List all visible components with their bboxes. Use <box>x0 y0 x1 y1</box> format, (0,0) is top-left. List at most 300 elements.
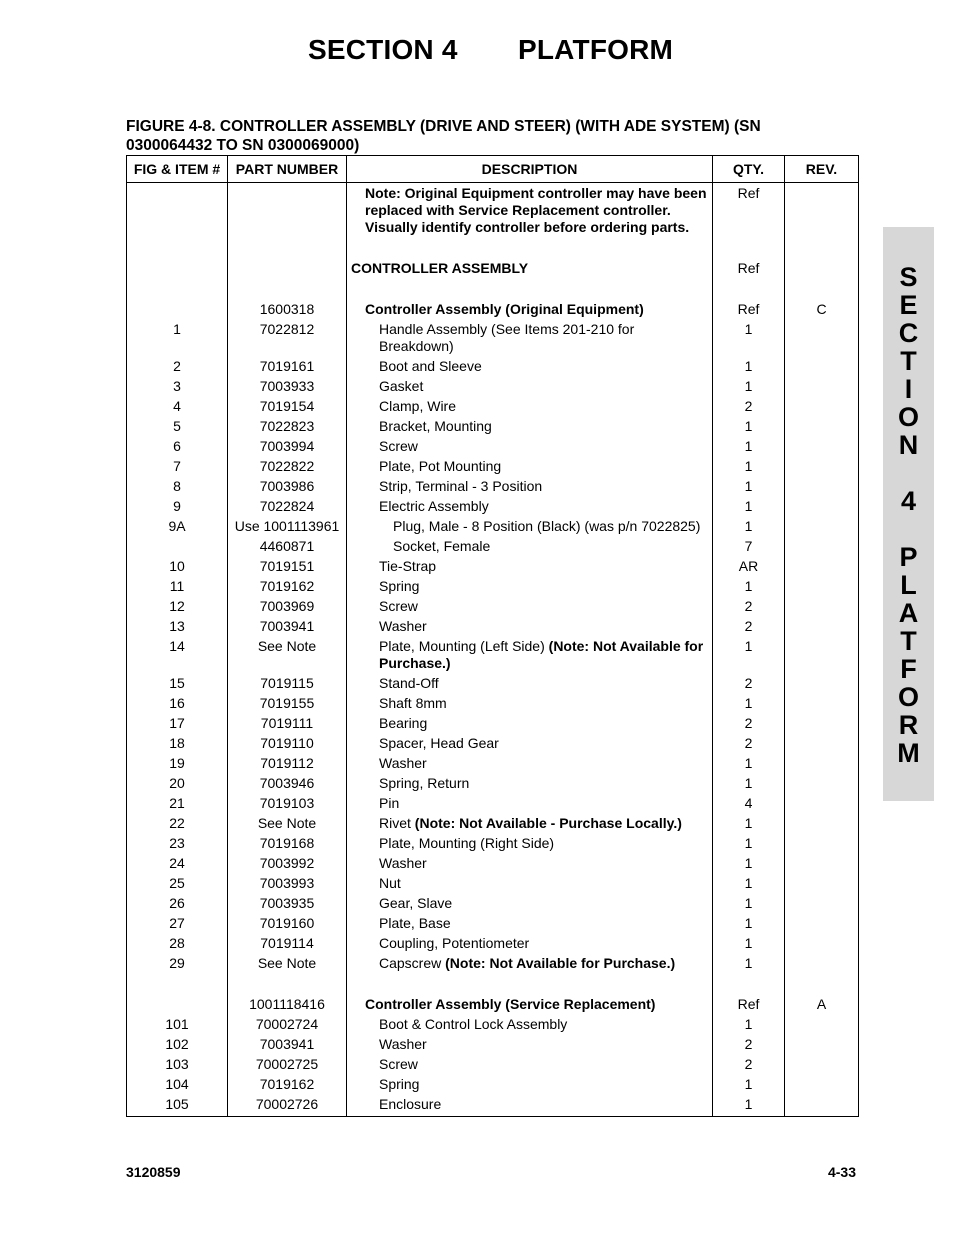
col-header-description: DESCRIPTION <box>347 156 713 183</box>
rev-cell <box>785 933 859 953</box>
qty-cell: 1 <box>713 319 785 356</box>
qty-cell: 2 <box>713 396 785 416</box>
description-text: Washer <box>379 755 427 771</box>
qty-cell: 1 <box>713 516 785 536</box>
item-number-cell: 17 <box>127 713 228 733</box>
spacer-row <box>127 973 859 994</box>
table-row <box>127 953 859 973</box>
table-row <box>127 436 859 456</box>
table-row <box>127 913 859 933</box>
rev-cell <box>785 376 859 396</box>
description-cell <box>347 813 713 833</box>
description-text: Controller Assembly (Service Replacement) <box>365 996 656 1012</box>
description-text: Spring, Return <box>379 775 470 791</box>
section-title: PLATFORM <box>518 34 674 65</box>
figure-caption: FIGURE 4-8. CONTROLLER ASSEMBLY (DRIVE AND STEER) (WITH ADE SYSTEM) (SN 0300064432 TO SN 0300069000) <box>126 118 761 154</box>
description-text: Washer <box>379 618 427 634</box>
description-cell <box>347 376 713 396</box>
part-number-cell: 7022812 <box>228 319 347 356</box>
table-row <box>127 693 859 713</box>
part-number-cell: 70002724 <box>228 1014 347 1034</box>
description-text: Spacer, Head Gear <box>379 735 499 751</box>
table-header-row <box>127 156 859 183</box>
description-note: (Note: Not Available for Purchase.) <box>445 955 676 971</box>
item-number-cell: 2 <box>127 356 228 376</box>
part-number-cell: See Note <box>228 953 347 973</box>
item-number-cell: 18 <box>127 733 228 753</box>
table-row <box>127 496 859 516</box>
part-number-cell: 7019115 <box>228 673 347 693</box>
description-cell <box>347 893 713 913</box>
rev-cell <box>785 753 859 773</box>
description-cell <box>347 713 713 733</box>
item-number-cell: 5 <box>127 416 228 436</box>
part-number-cell: 7019160 <box>228 913 347 933</box>
table-row <box>127 596 859 616</box>
qty-cell: 2 <box>713 733 785 753</box>
part-number-cell: See Note <box>228 636 347 673</box>
item-number-cell: 16 <box>127 693 228 713</box>
footer-page-number: 4-33 <box>827 1164 856 1180</box>
qty-cell: 1 <box>713 853 785 873</box>
qty-cell: 1 <box>713 416 785 436</box>
part-number-cell: 7019112 <box>228 753 347 773</box>
spacer-cell <box>228 237 347 258</box>
part-number-cell: 7003933 <box>228 376 347 396</box>
description-cell <box>347 556 713 576</box>
description-cell <box>347 576 713 596</box>
qty-cell: Ref <box>713 183 785 238</box>
rev-cell <box>785 436 859 456</box>
item-number-cell: 29 <box>127 953 228 973</box>
spacer-cell <box>228 973 347 994</box>
table-row <box>127 773 859 793</box>
rev-cell <box>785 913 859 933</box>
qty-cell: 1 <box>713 833 785 853</box>
qty-cell: 2 <box>713 596 785 616</box>
description-cell <box>347 833 713 853</box>
description-cell <box>347 1074 713 1094</box>
description-text: Note: Original Equipment controller may have been replaced with Service Replacement controller. Visually identify controller before ordering parts. <box>365 185 707 235</box>
description-cell <box>347 536 713 556</box>
parts-table <box>126 155 859 1117</box>
description-cell <box>347 183 713 238</box>
table-row <box>127 813 859 833</box>
description-cell <box>347 1094 713 1117</box>
item-number-cell: 7 <box>127 456 228 476</box>
part-number-cell: 7019168 <box>228 833 347 853</box>
rev-cell <box>785 853 859 873</box>
description-cell <box>347 933 713 953</box>
rev-cell <box>785 1074 859 1094</box>
description-text: Gear, Slave <box>379 895 453 911</box>
spacer-cell <box>228 278 347 299</box>
part-number-cell: 7022823 <box>228 416 347 436</box>
item-number-cell: 9A <box>127 516 228 536</box>
rev-cell <box>785 893 859 913</box>
rev-cell <box>785 576 859 596</box>
description-text: Plug, Male - 8 Position (Black) (was p/n 7022825) <box>393 518 701 534</box>
rev-cell <box>785 396 859 416</box>
description-cell <box>347 673 713 693</box>
qty-cell: 1 <box>713 753 785 773</box>
rev-cell <box>785 496 859 516</box>
item-number-cell: 9 <box>127 496 228 516</box>
side-tab-letter: 4 <box>900 486 917 516</box>
table-row <box>127 1074 859 1094</box>
qty-cell: 1 <box>713 693 785 713</box>
table-row <box>127 713 859 733</box>
table-row <box>127 476 859 496</box>
qty-cell: Ref <box>713 258 785 278</box>
side-tab-letter: E <box>899 290 918 320</box>
description-text: Plate, Mounting (Right Side) <box>379 835 555 851</box>
item-number-cell: 26 <box>127 893 228 913</box>
table-row <box>127 893 859 913</box>
item-number-cell: 8 <box>127 476 228 496</box>
part-number-cell: 4460871 <box>228 536 347 556</box>
rev-cell <box>785 1034 859 1054</box>
spacer-cell <box>785 278 859 299</box>
item-number-cell: 23 <box>127 833 228 853</box>
description-cell <box>347 636 713 673</box>
item-number-cell: 11 <box>127 576 228 596</box>
qty-cell: 1 <box>713 476 785 496</box>
description-cell <box>347 873 713 893</box>
spacer-cell <box>347 237 713 258</box>
rev-cell <box>785 773 859 793</box>
part-number-cell: 7003986 <box>228 476 347 496</box>
side-tab-letter: F <box>900 654 917 684</box>
part-number-cell: 7003935 <box>228 893 347 913</box>
table-row <box>127 456 859 476</box>
item-number-cell: 12 <box>127 596 228 616</box>
spacer-row <box>127 278 859 299</box>
spacer-cell <box>127 973 228 994</box>
description-text: Bearing <box>379 715 428 731</box>
part-number-cell: 7003993 <box>228 873 347 893</box>
rev-cell <box>785 516 859 536</box>
col-header-rev: REV. <box>785 156 859 183</box>
description-cell <box>347 516 713 536</box>
description-cell <box>347 773 713 793</box>
description-cell <box>347 396 713 416</box>
table-row <box>127 933 859 953</box>
side-tab-letter: A <box>898 598 919 628</box>
side-tab-letter: I <box>904 374 913 404</box>
qty-cell: 1 <box>713 913 785 933</box>
rev-cell <box>785 183 859 238</box>
spacer-cell <box>713 278 785 299</box>
rev-cell <box>785 673 859 693</box>
qty-cell: 2 <box>713 1034 785 1054</box>
part-number-cell: 7019154 <box>228 396 347 416</box>
qty-cell: AR <box>713 556 785 576</box>
description-note: (Note: Not Available - Purchase Locally.) <box>414 815 682 831</box>
item-number-cell: 25 <box>127 873 228 893</box>
rev-cell <box>785 258 859 278</box>
rev-cell <box>785 1094 859 1117</box>
item-number-cell: 101 <box>127 1014 228 1034</box>
description-text: Gasket <box>379 378 424 394</box>
item-number-cell: 10 <box>127 556 228 576</box>
qty-cell: 1 <box>713 576 785 596</box>
rev-cell <box>785 319 859 356</box>
table-row <box>127 833 859 853</box>
table-row <box>127 1034 859 1054</box>
table-row <box>127 733 859 753</box>
qty-cell: 1 <box>713 1014 785 1034</box>
description-text: Controller Assembly (Original Equipment) <box>365 301 644 317</box>
table-row <box>127 1014 859 1034</box>
spacer-cell <box>785 237 859 258</box>
rev-cell: A <box>785 994 859 1014</box>
qty-cell: 1 <box>713 496 785 516</box>
side-tab-letter: L <box>900 570 917 600</box>
rev-cell <box>785 1014 859 1034</box>
description-text: CONTROLLER ASSEMBLY <box>351 260 529 276</box>
side-tab-letter: P <box>899 542 918 572</box>
qty-cell: 2 <box>713 673 785 693</box>
item-number-cell: 22 <box>127 813 228 833</box>
part-number-cell: 7019151 <box>228 556 347 576</box>
part-number-cell: 7003941 <box>228 1034 347 1054</box>
part-number-cell: 7019161 <box>228 356 347 376</box>
rev-cell <box>785 833 859 853</box>
table-row <box>127 258 859 278</box>
description-text: Spring <box>379 578 420 594</box>
part-number-cell: 7019103 <box>228 793 347 813</box>
description-text: Shaft 8mm <box>379 695 447 711</box>
part-number-cell: 7019155 <box>228 693 347 713</box>
side-tab-letter: M <box>897 738 920 768</box>
rev-cell <box>785 356 859 376</box>
rev-cell: C <box>785 299 859 319</box>
col-header-item: FIG & ITEM # <box>127 156 228 183</box>
description-text: Screw <box>379 598 418 614</box>
qty-cell: 1 <box>713 636 785 673</box>
part-number-cell: 7003941 <box>228 616 347 636</box>
part-number-cell: 7019114 <box>228 933 347 953</box>
rev-cell <box>785 616 859 636</box>
description-text: Pin <box>379 795 400 811</box>
part-number-cell: 7019162 <box>228 576 347 596</box>
side-tab-letter <box>883 459 934 487</box>
part-number-cell: 7022822 <box>228 456 347 476</box>
qty-cell: 4 <box>713 793 785 813</box>
table-row <box>127 636 859 673</box>
rev-cell <box>785 596 859 616</box>
description-text: Tie-Strap <box>379 558 437 574</box>
item-number-cell: 21 <box>127 793 228 813</box>
description-text: Plate, Pot Mounting <box>379 458 502 474</box>
description-cell <box>347 733 713 753</box>
description-cell <box>347 356 713 376</box>
description-text: Washer <box>379 1036 427 1052</box>
description-cell <box>347 913 713 933</box>
item-number-cell <box>127 994 228 1014</box>
side-tab-letter: N <box>898 430 919 460</box>
rev-cell <box>785 476 859 496</box>
table-row <box>127 356 859 376</box>
qty-cell: 1 <box>713 873 785 893</box>
rev-cell <box>785 733 859 753</box>
item-number-cell: 27 <box>127 913 228 933</box>
part-number-cell: 70002726 <box>228 1094 347 1117</box>
description-cell <box>347 456 713 476</box>
spacer-cell <box>347 278 713 299</box>
side-tab-letter: O <box>897 682 919 712</box>
section-number: SECTION 4 <box>308 34 458 65</box>
table-row <box>127 319 859 356</box>
table-row <box>127 994 859 1014</box>
spacer-cell <box>713 237 785 258</box>
table-row <box>127 416 859 436</box>
qty-cell: 1 <box>713 1094 785 1117</box>
part-number-cell: 7003969 <box>228 596 347 616</box>
rev-cell <box>785 556 859 576</box>
side-tab-text <box>883 263 934 767</box>
table-row <box>127 576 859 596</box>
item-number-cell: 1 <box>127 319 228 356</box>
qty-cell: Ref <box>713 299 785 319</box>
table-row <box>127 376 859 396</box>
spacer-cell <box>713 973 785 994</box>
description-cell <box>347 258 713 278</box>
description-cell <box>347 853 713 873</box>
rev-cell <box>785 813 859 833</box>
table-row <box>127 616 859 636</box>
description-cell <box>347 496 713 516</box>
section-side-tab <box>883 227 934 801</box>
table-row <box>127 1054 859 1074</box>
item-number-cell: 6 <box>127 436 228 456</box>
side-tab-letter: S <box>899 262 918 292</box>
qty-cell: 1 <box>713 376 785 396</box>
item-number-cell: 20 <box>127 773 228 793</box>
description-cell <box>347 1054 713 1074</box>
page-header <box>0 34 954 70</box>
item-number-cell: 19 <box>127 753 228 773</box>
side-tab-letter <box>883 515 934 543</box>
part-number-cell <box>228 183 347 238</box>
description-cell <box>347 319 713 356</box>
description-text: Handle Assembly (See Items 201-210 for Breakdown) <box>379 321 635 354</box>
item-number-cell: 15 <box>127 673 228 693</box>
qty-cell: 2 <box>713 616 785 636</box>
qty-cell: Ref <box>713 994 785 1014</box>
description-text: Screw <box>379 438 418 454</box>
part-number-cell: 7003946 <box>228 773 347 793</box>
table-row <box>127 396 859 416</box>
qty-cell: 1 <box>713 933 785 953</box>
description-text: Strip, Terminal - 3 Position <box>379 478 543 494</box>
part-number-cell: 7003992 <box>228 853 347 873</box>
description-note: (Note: Not Available for Purchase.) <box>379 638 704 671</box>
table-row <box>127 299 859 319</box>
rev-cell <box>785 953 859 973</box>
description-text: Screw <box>379 1056 418 1072</box>
qty-cell: 2 <box>713 1054 785 1074</box>
description-text: Washer <box>379 855 427 871</box>
qty-cell: 1 <box>713 436 785 456</box>
description-text: Electric Assembly <box>379 498 489 514</box>
qty-cell: 1 <box>713 456 785 476</box>
spacer-cell <box>785 973 859 994</box>
part-number-cell <box>228 258 347 278</box>
parts-table-body <box>127 183 859 1117</box>
table-row <box>127 1094 859 1117</box>
spacer-cell <box>127 278 228 299</box>
part-number-cell: Use 1001113961 <box>228 516 347 536</box>
spacer-cell <box>127 237 228 258</box>
description-text: Plate, Mounting (Left Side) <box>379 638 549 654</box>
col-header-part-number: PART NUMBER <box>228 156 347 183</box>
description-cell <box>347 753 713 773</box>
part-number-cell: 7019162 <box>228 1074 347 1094</box>
qty-cell: 1 <box>713 773 785 793</box>
rev-cell <box>785 456 859 476</box>
item-number-cell: 104 <box>127 1074 228 1094</box>
description-cell <box>347 1034 713 1054</box>
description-cell <box>347 436 713 456</box>
description-cell <box>347 1014 713 1034</box>
qty-cell: 7 <box>713 536 785 556</box>
item-number-cell: 3 <box>127 376 228 396</box>
qty-cell: 1 <box>713 813 785 833</box>
qty-cell: 1 <box>713 356 785 376</box>
table-row <box>127 536 859 556</box>
table-row <box>127 753 859 773</box>
item-number-cell: 105 <box>127 1094 228 1117</box>
table-row <box>127 556 859 576</box>
table-row <box>127 853 859 873</box>
item-number-cell: 103 <box>127 1054 228 1074</box>
table-row <box>127 673 859 693</box>
description-cell <box>347 299 713 319</box>
table-row <box>127 516 859 536</box>
description-text: Capscrew <box>379 955 446 971</box>
side-tab-letter: R <box>898 710 919 740</box>
part-number-cell: 7019111 <box>228 713 347 733</box>
side-tab-letter: T <box>900 626 917 656</box>
qty-cell: 1 <box>713 953 785 973</box>
part-number-cell: 1001118416 <box>228 994 347 1014</box>
description-cell <box>347 596 713 616</box>
description-text: Enclosure <box>379 1096 442 1112</box>
description-cell <box>347 953 713 973</box>
description-text: Nut <box>379 875 401 891</box>
item-number-cell: 4 <box>127 396 228 416</box>
item-number-cell: 14 <box>127 636 228 673</box>
description-text: Clamp, Wire <box>379 398 457 414</box>
description-text: Coupling, Potentiometer <box>379 935 530 951</box>
rev-cell <box>785 1054 859 1074</box>
qty-cell: 2 <box>713 713 785 733</box>
part-number-cell: 7019110 <box>228 733 347 753</box>
table-row <box>127 793 859 813</box>
item-number-cell: 13 <box>127 616 228 636</box>
description-text: Stand-Off <box>379 675 439 691</box>
rev-cell <box>785 416 859 436</box>
side-tab-letter: C <box>898 318 919 348</box>
description-cell <box>347 416 713 436</box>
col-header-qty: QTY. <box>713 156 785 183</box>
qty-cell: 1 <box>713 1074 785 1094</box>
item-number-cell: 28 <box>127 933 228 953</box>
description-text: Plate, Base <box>379 915 451 931</box>
item-number-cell: 24 <box>127 853 228 873</box>
